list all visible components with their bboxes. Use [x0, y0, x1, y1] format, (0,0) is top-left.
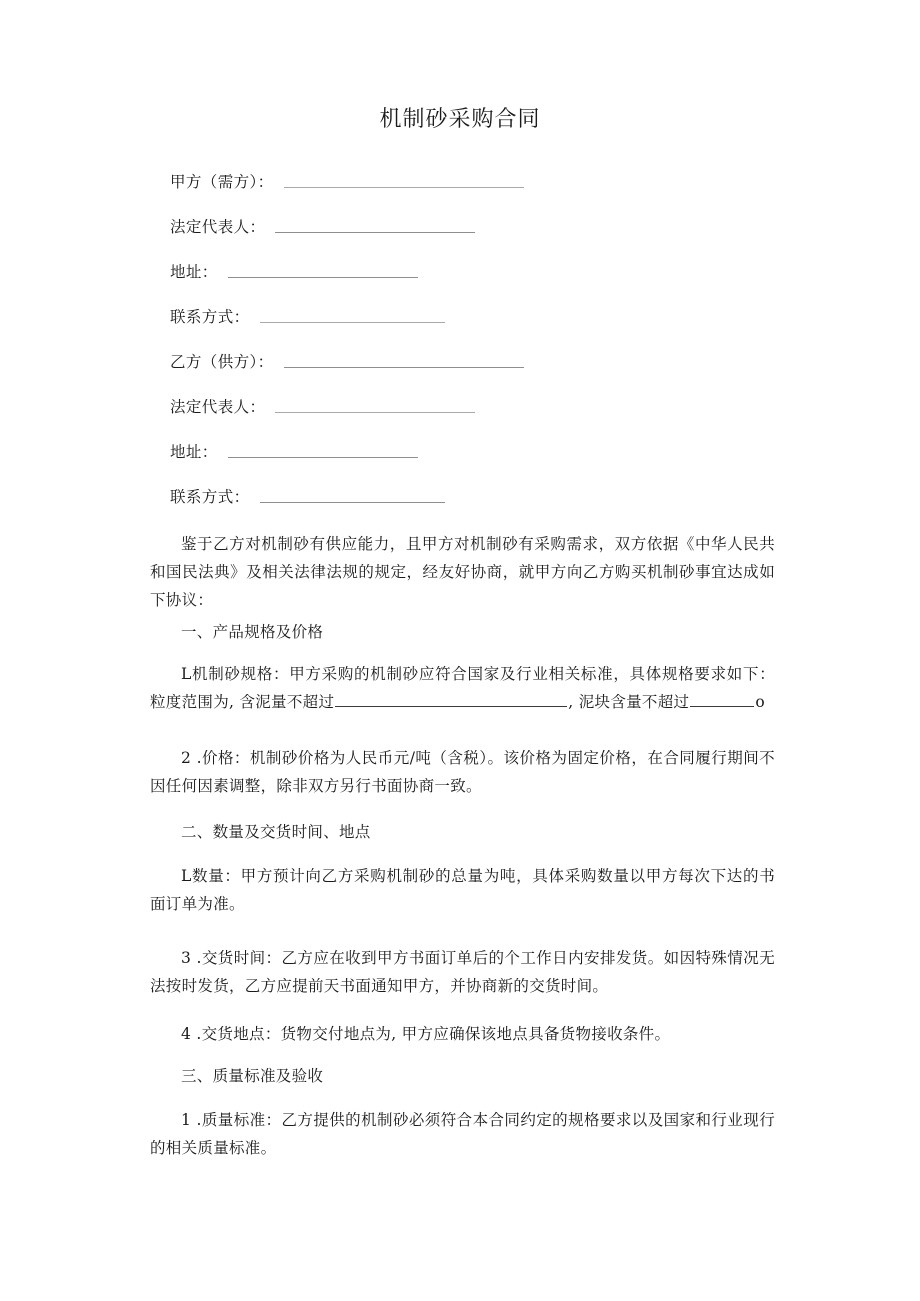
fill-in-blank-supplier-contact[interactable]	[260, 487, 445, 503]
clause-text-part-1: L机制砂规格：甲方采购的机制砂应符合国家及行业相关标准，具体规格要求如下：粒度范围为, 含泥量不超过	[150, 665, 775, 711]
section-three-clause-1: 1 .质量标准：乙方提供的机制砂必须符合本合同约定的规格要求以及国家和行业现行的相关质量标准。	[150, 1111, 775, 1157]
fill-in-blank-supplier-legal-rep[interactable]	[275, 397, 475, 413]
fill-in-blank-clay-lump-content[interactable]	[690, 693, 754, 707]
party-information-block	[170, 172, 790, 532]
party-row-buyer-name	[170, 172, 790, 217]
preamble-paragraph: 鉴于乙方对机制砂有供应能力，且甲方对机制砂有采购需求，双方依据《中华人民共和国民法典》及相关法律法规的规定，经友好协商，就甲方向乙方购买机制砂事宜达成如下协议：	[150, 535, 775, 609]
party-row-buyer-contact	[170, 307, 790, 352]
section-one-clause-2: 2 .价格：机制砂价格为人民币元/吨（含税）。该价格为固定价格，在合同履行期间不因任何因素调整，除非双方另行书面协商一致。	[150, 749, 775, 795]
field-label: 联系方式：	[170, 308, 250, 326]
party-row-buyer-address	[170, 262, 790, 307]
field-label: 法定代表人：	[170, 218, 266, 236]
page-title: 机制砂采购合同	[379, 107, 541, 132]
fill-in-blank-buyer-address[interactable]	[228, 262, 418, 278]
party-row-supplier-legal-rep	[170, 397, 790, 442]
fill-in-blank-buyer-legal-rep[interactable]	[275, 217, 475, 233]
section-heading-two: 二、数量及交货时间、地点	[181, 823, 371, 841]
section-two-clause-1: L数量：甲方预计向乙方采购机制砂的总量为吨，具体采购数量以甲方每次下达的书面订单为准。	[150, 867, 775, 913]
party-row-buyer-legal-rep	[170, 217, 790, 262]
field-label: 乙方（供方）：	[170, 353, 274, 371]
fill-in-blank-supplier-address[interactable]	[228, 442, 418, 458]
fill-in-blank-buyer-contact[interactable]	[260, 307, 445, 323]
fill-in-blank-supplier-name[interactable]	[284, 352, 524, 368]
field-label: 地址：	[170, 443, 218, 461]
party-row-supplier-contact	[170, 487, 790, 532]
field-label: 法定代表人：	[170, 398, 266, 416]
party-row-supplier-address	[170, 442, 790, 487]
section-two-clause-4: 4 .交货地点：货物交付地点为, 甲方应确保该地点具备货物接收条件。	[181, 1025, 671, 1043]
field-label: 地址：	[170, 263, 218, 281]
clause-text-part-3: o	[755, 693, 765, 711]
section-one-clause-1	[150, 660, 775, 716]
field-label: 甲方（需方）：	[170, 173, 274, 191]
section-two-clause-3: 3 .交货时间：乙方应在收到甲方书面订单后的个工作日内安排发货。如因特殊情况无法按时发货，乙方应提前天书面通知甲方，并协商新的交货时间。	[150, 949, 775, 995]
fill-in-blank-mud-content[interactable]	[335, 693, 567, 707]
section-heading-one: 一、产品规格及价格	[181, 623, 324, 641]
fill-in-blank-buyer-name[interactable]	[284, 172, 524, 188]
clause-text-part-2: , 泥块含量不超过	[568, 693, 690, 711]
party-row-supplier-name	[170, 352, 790, 397]
field-label: 联系方式：	[170, 488, 250, 506]
section-heading-three: 三、质量标准及验收	[181, 1067, 324, 1085]
